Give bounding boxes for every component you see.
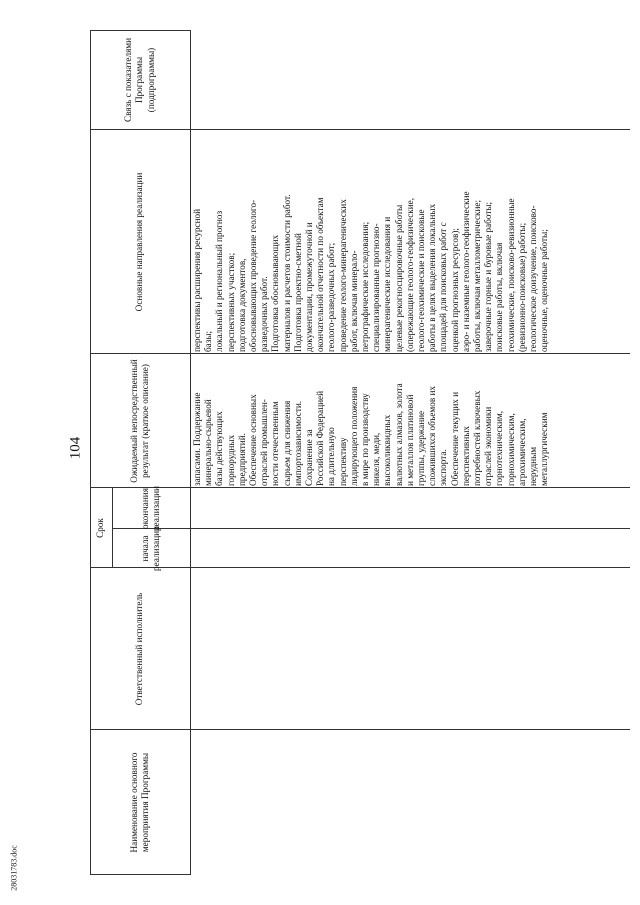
expected-result-line: экспорта. <box>438 449 449 486</box>
expected-result-line: перспективных <box>460 426 471 486</box>
expected-result-line: агрохимическим, <box>516 418 527 486</box>
expected-result-cell <box>192 355 551 486</box>
expected-result-line: запасами. Поддержание <box>192 392 202 486</box>
header-directions <box>90 130 190 354</box>
direction-line: геолого-разведочных работ; <box>326 242 337 352</box>
expected-result-line: на длительную <box>326 427 337 486</box>
direction-line: Подготовка проектно-сметной <box>292 233 303 352</box>
expected-result-line: металлургическим <box>539 412 550 486</box>
header-expected-result-text: Ожидаемый непосредственный результат (краткое описание) <box>128 359 150 483</box>
header-expected-result <box>90 354 190 488</box>
header-responsible-text: Ответственный исполнитель <box>134 592 145 706</box>
direction-line: разведочных работ. <box>259 276 270 352</box>
direction-line: аэро- и наземные геолого-геофизические <box>460 191 471 352</box>
direction-line: работы в целях выделения локальных <box>427 203 438 352</box>
expected-result-line: Обеспечение основных <box>248 394 259 486</box>
directions-cell <box>192 131 551 352</box>
direction-line: базы; <box>203 330 214 352</box>
direction-line: оценкой прогнозных ресурсов); <box>449 228 460 352</box>
direction-line: оценочные, оценочные работы; <box>539 229 550 352</box>
expected-result-line: горнохимическим, <box>505 413 516 486</box>
expected-result-line: лидирующего положения <box>348 386 359 486</box>
page-number-text: 104 <box>67 436 84 460</box>
direction-line: геохимические, поисково-ревизионные <box>505 198 516 352</box>
expected-result-line: Российской Федерацией <box>315 390 326 486</box>
expected-result-line: нерудным <box>528 446 539 486</box>
expected-result-line: предприятий. <box>236 433 247 486</box>
direction-line: (ревизионно-поисковые) работы; <box>516 222 527 352</box>
expected-result-line: перспективу <box>337 437 348 486</box>
expected-result-line: группы, удержание <box>416 410 427 486</box>
header-term-text: Срок <box>95 518 106 538</box>
direction-line: перспективы расширения ресурсной <box>192 208 202 352</box>
expected-result-line: отраслей экономики <box>483 406 494 486</box>
header-indicators <box>90 30 190 130</box>
direction-line: геологическое доизучение, поисково- <box>528 205 539 352</box>
header-event-name-text: Наименование основного мероприятия Программы <box>128 752 150 853</box>
direction-line: минерагенические исследования и <box>382 216 393 352</box>
direction-line: проведение геолого-минерагенических <box>337 199 348 352</box>
expected-result-line: отраслей промышлен- <box>259 399 270 486</box>
direction-line: петрографические исследования; <box>360 221 371 352</box>
expected-result-line: сложившихся объемов их <box>427 386 438 486</box>
expected-result-line: ности отечественным <box>270 401 281 486</box>
expected-result-line: в мире по производству <box>360 393 371 486</box>
direction-line: работ, включая минерало- <box>348 250 359 352</box>
expected-result-line: горнотехническим, <box>494 410 505 486</box>
header-responsible <box>90 568 190 730</box>
header-start <box>112 526 190 571</box>
expected-result-line: никеля, меди, <box>371 432 382 486</box>
expected-result-line: Обеспечение текущих и <box>449 391 460 486</box>
header-end-text: окончания реализации <box>139 486 161 531</box>
direction-line: локальный и региональный прогноз <box>214 210 225 352</box>
expected-result-line: горнорудных <box>225 434 236 486</box>
direction-line: геолого-геохимические и поисковые <box>416 209 427 352</box>
direction-line: материалов и расчетов стоимости работ. <box>281 194 292 352</box>
expected-result-line: и металлов платиновой <box>404 394 415 486</box>
direction-line: работы, включая металлометрические; <box>472 199 483 352</box>
direction-line: заверочные горные и буровые работы; <box>483 201 494 352</box>
header-end <box>112 488 190 529</box>
direction-line: обосновывающих проведение геолого- <box>248 199 259 352</box>
direction-line: перспективных участков; <box>225 252 236 352</box>
expected-result-line: базы действующих <box>214 411 225 486</box>
direction-line: документации, промежуточной и <box>304 222 315 352</box>
expected-result-line: минерально-сырьевой <box>203 399 214 486</box>
direction-line: площадей для поисковых работ с <box>438 222 449 352</box>
direction-line: (опережающие геолого-геофизические, <box>404 197 415 352</box>
direction-line: целевые рекогносцировочные работы <box>393 204 404 352</box>
direction-line: подготовка документов, <box>236 258 247 352</box>
direction-line: поисковые работы, включая <box>494 242 505 352</box>
direction-line: специализированные прогнозно- <box>371 223 382 352</box>
document-id-text: 28031783.doc <box>9 845 19 891</box>
header-start-text: начала реализации <box>139 526 161 571</box>
expected-result-line: высоколиквидных <box>382 414 393 486</box>
header-directions-text: Основные направления реализации <box>134 172 145 312</box>
header-term <box>90 488 112 568</box>
rotated-table-wrapper <box>90 30 630 875</box>
header-indicators-text: Связь с показателями Программы (подпрограммы) <box>123 37 156 123</box>
expected-result-line: Сохранение за <box>304 429 315 486</box>
table-grid <box>90 30 630 875</box>
header-event-name <box>90 730 190 875</box>
program-events-table <box>90 30 630 875</box>
direction-line: Подготовка обосновывающих <box>270 234 281 352</box>
expected-result-line: потребностей ключевых <box>472 390 483 486</box>
expected-result-line: сырьем для снижения <box>281 400 292 486</box>
expected-result-line: валютных алмазов, золота <box>393 383 404 486</box>
expected-result-line: импортозависимости. <box>292 400 303 486</box>
direction-line: окончательной отчетности по объектам <box>315 197 326 352</box>
header-bottom-border <box>190 30 191 875</box>
